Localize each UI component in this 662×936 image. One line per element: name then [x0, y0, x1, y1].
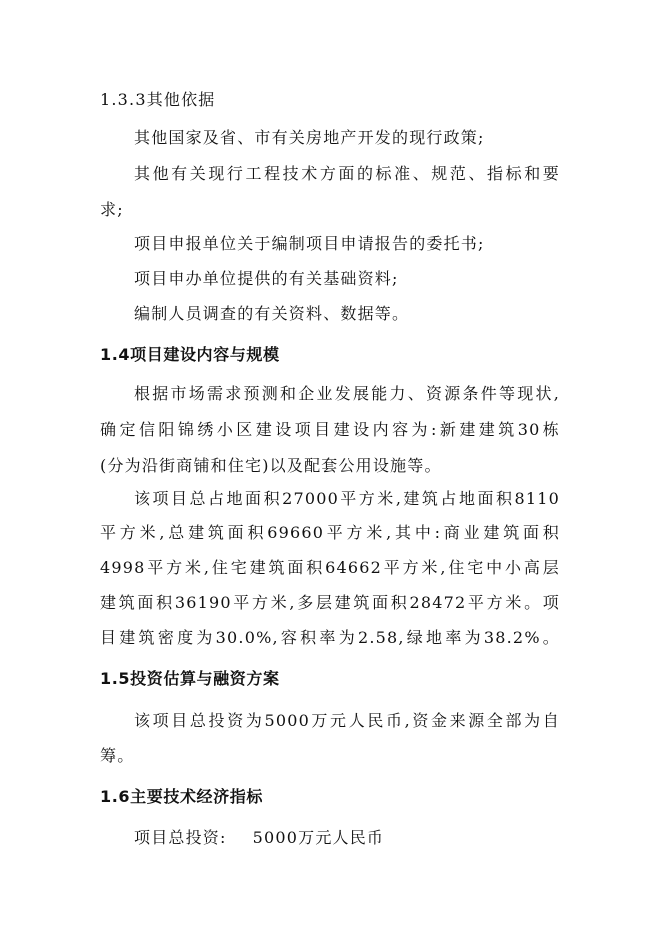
scope-para1-line3: (分为沿街商铺和住宅)以及配套公用设施等。	[100, 456, 442, 475]
scope-para2-line1: 该项目总占地面积27000平方米,建筑占地面积8110	[134, 489, 560, 508]
indicator-row-total-investment	[134, 827, 560, 849]
investment-para-line1: 该项目总投资为5000万元人民币,资金来源全部为自	[134, 711, 560, 730]
section-heading-1-5: 1.5投资估算与融资方案	[100, 669, 280, 688]
indicator-value: 5000万元人民币	[252, 828, 385, 847]
scope-para1-line2: 确定信阳锦绣小区建设项目建设内容为:新建建筑30栋	[100, 420, 560, 439]
basis-item-1: 其他国家及省、市有关房地产开发的现行政策;	[134, 128, 485, 147]
section-heading-1-6: 1.6主要技术经济指标	[100, 787, 263, 806]
section-heading-1-3-3: 1.3.3其他依据	[100, 90, 216, 109]
investment-para-line2: 筹。	[100, 746, 135, 765]
basis-item-3: 项目申报单位关于编制项目申请报告的委托书;	[134, 234, 485, 253]
basis-item-2-cont: 求;	[100, 200, 124, 219]
scope-para1-line1: 根据市场需求预测和企业发展能力、资源条件等现状,	[134, 384, 560, 403]
basis-item-4: 项目申办单位提供的有关基础资料;	[134, 269, 399, 288]
scope-para2-line3: 4998平方米,住宅建筑面积64662平方米,住宅中小高层	[100, 558, 560, 577]
scope-para2-line5: 目建筑密度为30.0%,容积率为2.58,绿地率为38.2%。	[100, 628, 560, 647]
scope-para2-line2: 平方米,总建筑面积69660平方米,其中:商业建筑面积	[100, 523, 560, 542]
basis-item-2: 其他有关现行工程技术方面的标准、规范、指标和要	[134, 164, 560, 183]
section-heading-1-4: 1.4项目建设内容与规模	[100, 345, 280, 364]
indicator-label: 项目总投资:	[134, 828, 227, 847]
basis-item-5: 编制人员调查的有关资料、数据等。	[134, 304, 410, 323]
scope-para2-line4: 建筑面积36190平方米,多层建筑面积28472平方米。项	[100, 593, 560, 612]
